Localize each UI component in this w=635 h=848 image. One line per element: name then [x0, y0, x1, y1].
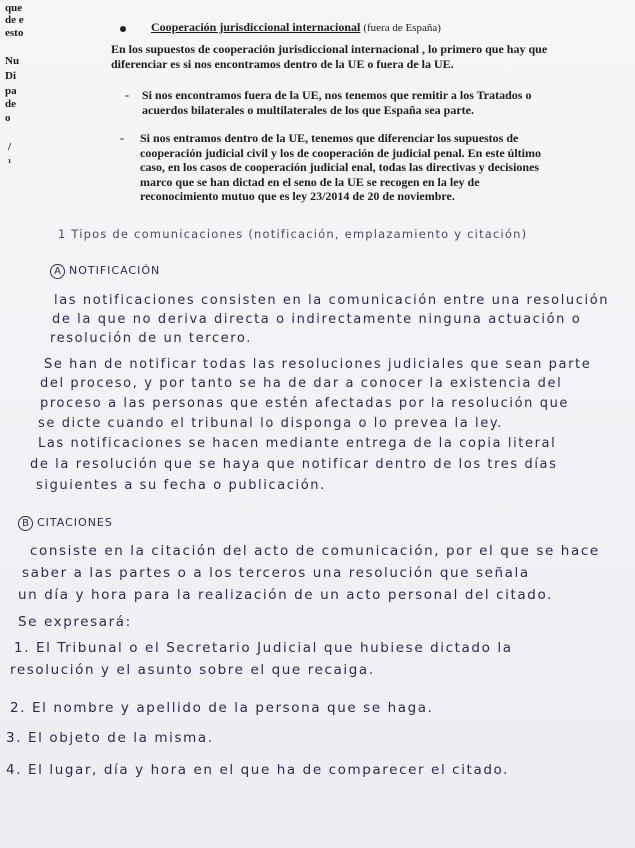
bullet2-line: Si nos entramos dentro de la UE, tenemos que diferenciar los supuestos de — [140, 131, 519, 145]
notificacion-line: resolución de un tercero. — [50, 331, 252, 346]
margin-fragment: Nu — [5, 55, 20, 67]
notificacion-line: de la que no deriva directa o indirectamente ninguna actuación o — [52, 312, 582, 327]
margin-fragment: que — [5, 2, 23, 14]
handwritten-heading: 1 Tipos de comunicaciones (notificación, emplazamiento y citación) — [58, 227, 528, 241]
section-b-title-text: CITACIONES — [37, 516, 113, 529]
citaciones-line: resolución y el asunto sobre el que recaiga. — [10, 662, 375, 678]
notificacion-line: se dicte cuando el tribunal lo disponga o lo prevea la ley. — [38, 416, 504, 431]
intro-paragraph — [111, 42, 547, 71]
section-title-text: Cooperación jurisdiccional internacional — [151, 20, 361, 34]
citaciones-line: 2. El nombre y apellido de la persona que se haga. — [10, 700, 434, 716]
margin-fragment: Di — [5, 70, 16, 82]
notificacion-line: Se han de notificar todas las resoluciones judiciales que sean parte — [44, 357, 592, 372]
margin-fragment: pa — [5, 85, 17, 97]
margin-fragment: de e — [5, 14, 24, 26]
bullet-paragraph-2 — [140, 131, 541, 204]
bullet2-line: caso, en los casos de cooperación judicial enal, todas las directivas y decisiones — [140, 160, 540, 174]
intro-line: diferenciar es si nos encontramos dentro de la UE o fuera de la UE. — [111, 56, 454, 71]
dash-bullet: - — [125, 88, 129, 102]
bullet2-line: reconocimiento mutuo que es ley 23/2014 de 20 de noviembre. — [140, 189, 455, 203]
citaciones-line: 1. El Tribunal o el Secretario Judicial que hubiese dictado la — [14, 640, 513, 656]
section-a-marker: A — [50, 264, 65, 279]
margin-fragment: o — [5, 112, 11, 124]
margin-fragment: ¹ — [8, 157, 12, 169]
bullet-paragraph-1 — [142, 88, 531, 117]
notificacion-line: las notificaciones consisten en la comunicación entre una resolución — [54, 293, 610, 308]
notificacion-line: siguientes a su fecha o publicación. — [36, 478, 326, 493]
bullet-icon — [120, 26, 126, 32]
dash-bullet: - — [120, 131, 124, 145]
notificacion-line: Las notificaciones se hacen mediante entrega de la copia literal — [38, 436, 557, 451]
section-b-title — [18, 516, 113, 531]
notificacion-line: proceso a las personas que estén afectadas por la resolución que — [40, 396, 570, 411]
bullet1-line: Si nos encontramos fuera de la UE, nos tenemos que remitir a los Tratados o — [142, 88, 532, 102]
bullet2-line: cooperación judicial civil y los de cooperación de judicial penal. En este último — [140, 145, 541, 160]
section-title-note: (fuera de España) — [363, 22, 441, 34]
citaciones-line: saber a las partes o a los terceros una resolución que señala — [22, 565, 530, 581]
margin-fragment: / — [8, 141, 12, 153]
citaciones-line: Se expresará: — [18, 614, 132, 630]
margin-fragment: de — [5, 98, 16, 110]
bullet1-line: acuerdos bilaterales o multilaterales de los que España sea parte. — [142, 102, 474, 117]
notificacion-line: de la resolución que se haya que notificar dentro de los tres días — [30, 457, 558, 472]
section-b-marker: B — [18, 516, 33, 531]
margin-fragment: esto — [5, 27, 24, 39]
section-a-title — [50, 264, 160, 279]
citaciones-line: 3. El objeto de la misma. — [6, 730, 214, 746]
section-title — [151, 20, 441, 36]
section-a-title-text: NOTIFICACIÓN — [69, 264, 161, 277]
citaciones-line: un día y hora para la realización de un acto personal del citado. — [18, 587, 553, 603]
notificacion-line: del proceso, y por tanto se ha de dar a conocer la existencia del — [40, 376, 563, 391]
intro-line: En los supuestos de cooperación jurisdiccional internacional , lo primero que hay que — [111, 42, 548, 56]
citaciones-line: consiste en la citación del acto de comunicación, por el que se hace — [30, 543, 600, 559]
bullet2-line: marco que se han dictad en el seno de la UE se recogen en la ley de — [140, 174, 480, 189]
citaciones-line: 4. El lugar, día y hora en el que ha de comparecer el citado. — [6, 762, 510, 778]
